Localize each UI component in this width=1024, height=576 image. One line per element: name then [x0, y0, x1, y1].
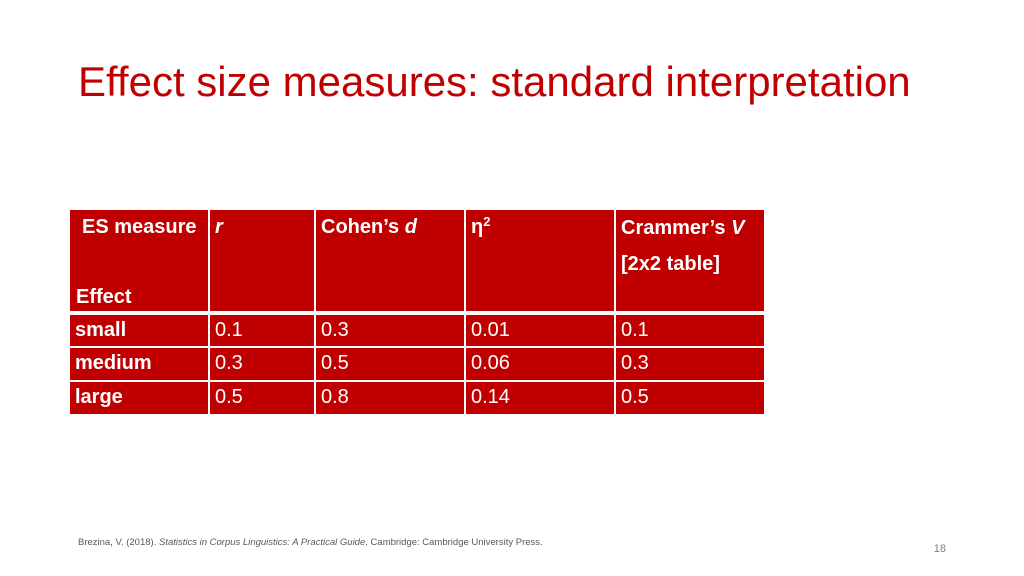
page-number: 18: [933, 543, 946, 555]
header-cell-r: [209, 209, 315, 313]
cohens-label: Cohen’s: [321, 216, 405, 238]
header-cell-eta-squared: [465, 209, 615, 313]
citation-publisher: . Cambridge: Cambridge University Press.: [365, 537, 543, 548]
cell-r: 0.3: [209, 347, 315, 381]
r-symbol: r: [215, 216, 223, 238]
cell-v: 0.1: [615, 313, 765, 347]
table-row: [69, 347, 765, 381]
cell-eta2: 0.06: [465, 347, 615, 381]
crammers-v-symbol: V: [731, 217, 745, 239]
header-cell-crammers-v: [615, 209, 765, 313]
table-header-row: [69, 209, 765, 313]
row-label: medium: [69, 347, 209, 381]
header-cell-es-measure: [69, 209, 209, 313]
cell-eta2: 0.14: [465, 381, 615, 415]
table-row: [69, 381, 765, 415]
cell-v: 0.3: [615, 347, 765, 381]
cell-d: 0.8: [315, 381, 465, 415]
citation-authors: Brezina, V. (2018).: [78, 537, 159, 548]
slide-title: Effect size measures: standard interpretation: [78, 58, 911, 105]
row-label: small: [69, 313, 209, 347]
cell-v: 0.5: [615, 381, 765, 415]
crammers-note: [2x2 table]: [621, 253, 720, 275]
effect-size-table: [68, 208, 766, 416]
table-row: [69, 313, 765, 347]
citation: [78, 537, 543, 548]
cell-d: 0.3: [315, 313, 465, 347]
row-label: large: [69, 381, 209, 415]
crammers-label: Crammer’s: [621, 217, 732, 239]
eta-symbol: η: [471, 216, 484, 238]
header-cell-cohens-d: [315, 209, 465, 313]
cell-r: 0.5: [209, 381, 315, 415]
cell-d: 0.5: [315, 347, 465, 381]
cell-eta2: 0.01: [465, 313, 615, 347]
effect-label: Effect: [76, 286, 132, 308]
es-measure-label: ES measure: [82, 216, 197, 238]
cell-r: 0.1: [209, 313, 315, 347]
eta-superscript: 2: [483, 214, 491, 229]
cohens-d-symbol: d: [404, 216, 417, 238]
citation-book-title: Statistics in Corpus Linguistics: A Practical Guide: [158, 537, 366, 548]
